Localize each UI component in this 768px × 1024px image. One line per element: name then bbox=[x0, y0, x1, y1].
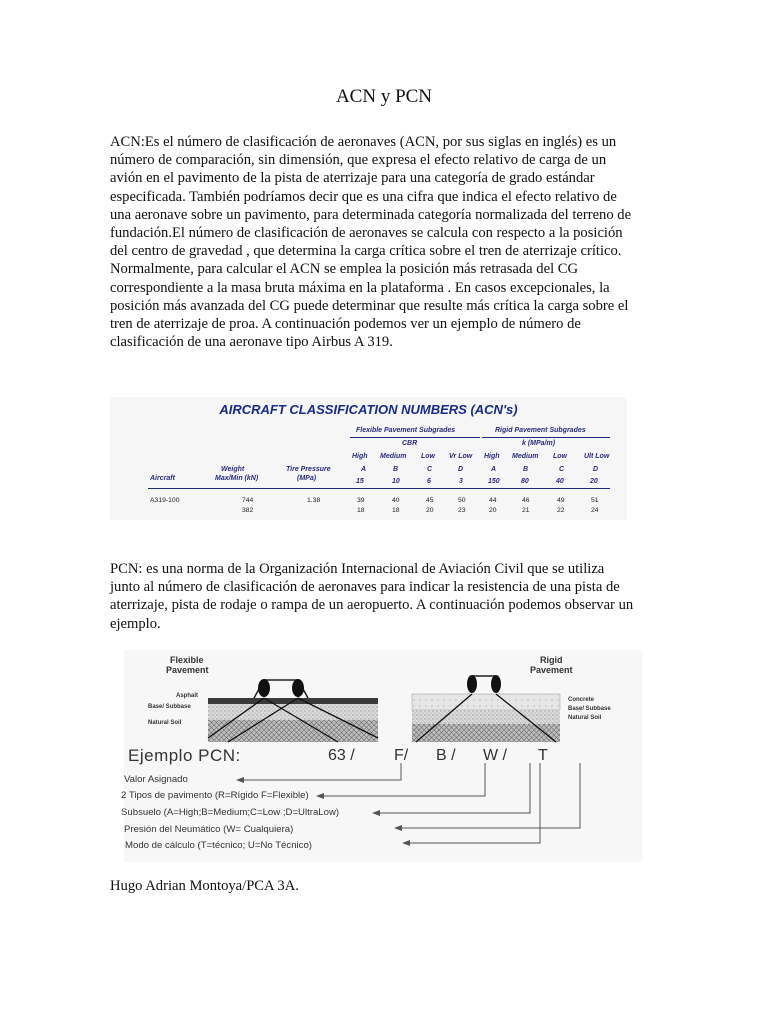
header-rule bbox=[148, 488, 610, 489]
rigid-title-1: Rigid bbox=[540, 655, 563, 665]
flexible-layer-base: Base/ Subbase bbox=[148, 704, 191, 710]
flexible-title-2: Pavement bbox=[166, 665, 209, 675]
sub-col-8-letter: D bbox=[593, 466, 599, 473]
signature: Hugo Adrian Montoya/PCA 3A. bbox=[110, 878, 299, 894]
row1-weight: 744 bbox=[242, 497, 254, 504]
row1-aircraft: A319-100 bbox=[150, 497, 180, 504]
row2-v4: 23 bbox=[458, 507, 466, 514]
rigid-title-2: Pavement bbox=[530, 665, 573, 675]
flexible-header: Flexible Pavement Subgrades bbox=[356, 427, 456, 434]
acn-table-figure bbox=[110, 397, 627, 520]
rigid-layer-base: Base/ Subbase bbox=[568, 706, 611, 712]
legend-subsuelo: Subsuelo (A=High;B=Medium;C=Low ;D=UltraLow) bbox=[121, 807, 340, 818]
sub-col-4-value: 3 bbox=[459, 478, 463, 485]
acn-paragraph: ACN:Es el número de clasificación de aeronaves (ACN, por sus siglas en inglés) es un número de comparación, sin dimensión, que expresa el efecto relativo de carga de un avión en el pavimento de la pista de aterrizaje para una categoría de grado estándar especificada. También podríamos decir que es una cifra que indica el efecto relativo de una aeronave sobre un pavimento, para determinada categoría normalizada del terreno de fundación.El número de clasificación de aeronaves se calcula con respecto a la posición del centro de gravedad , que determina la carga crítica sobre el tren de aterrizaje crítico. Normalmente, para calcular el ACN se emplea la posición más retrasada del CG correspondiente a la masa bruta máxima en la plataforma . En casos excepcionales, la posición más avanzada del CG puede determinar que resulte más crítica la carga sobre el tren de aterrizaje de proa. A continuación podemos ver un ejemplo de número de clasificación de una aeronave tipo Airbus A 319. bbox=[110, 134, 632, 351]
sub-col-8-value: 20 bbox=[590, 478, 598, 485]
pcn-code-subgrade: B / bbox=[436, 747, 456, 764]
flexible-sub: CBR bbox=[402, 440, 418, 447]
pcn-paragraph: PCN: es una norma de la Organización Internacional de Aviación Civil que se utiliza junto al número de clasificación de aeronaves para indicar la resistencia de una pista de aterrizaje, pista de rodaje o rampa de un aeropuerto. A continuación podemos observar un ejemplo. bbox=[110, 561, 634, 632]
legend-modo: Modo de cálculo (T=técnico; U=No Técnico) bbox=[125, 840, 312, 851]
sub-col-3-value: 6 bbox=[427, 478, 431, 485]
sub-col-2-name: Medium bbox=[380, 453, 407, 460]
sub-col-6-letter: B bbox=[523, 466, 529, 473]
row2-v6: 21 bbox=[522, 507, 530, 514]
sub-col-5-letter: A bbox=[491, 466, 497, 473]
row2-weight: 382 bbox=[242, 507, 254, 514]
document-title: ACN y PCN bbox=[335, 86, 433, 107]
row1-v5: 44 bbox=[489, 497, 497, 504]
legend-pavimento: 2 Tipos de pavimento (R=Rígido F=Flexible) bbox=[121, 790, 309, 801]
sub-col-1-value: 15 bbox=[356, 478, 364, 485]
pcn-code-pavement: F/ bbox=[394, 747, 409, 764]
row1-v3: 45 bbox=[426, 497, 434, 504]
row2-v8: 24 bbox=[591, 507, 599, 514]
col-tire-1: Tire Pressure bbox=[286, 466, 331, 473]
sub-col-6-value: 80 bbox=[521, 478, 529, 485]
col-tire-2: (MPa) bbox=[297, 475, 317, 482]
flexible-rule bbox=[350, 437, 480, 438]
flexible-pavement-diagram bbox=[208, 679, 378, 742]
row1-v6: 46 bbox=[522, 497, 530, 504]
legend-presion: Presión del Neumático (W= Cualquiera) bbox=[124, 824, 294, 835]
rigid-pavement-diagram bbox=[412, 675, 560, 742]
row1-v1: 39 bbox=[357, 497, 365, 504]
rigid-header: Rigid Pavement Subgrades bbox=[495, 427, 586, 434]
pcn-figure bbox=[121, 650, 642, 862]
row2-v3: 20 bbox=[426, 507, 434, 514]
sub-col-3-name: Low bbox=[421, 453, 435, 460]
sub-col-5-name: High bbox=[484, 453, 500, 460]
pcn-code-value: 63 / bbox=[328, 747, 355, 764]
row2-v1: 18 bbox=[357, 507, 365, 514]
pcn-code-tire: W / bbox=[483, 747, 507, 764]
acn-table-title: AIRCRAFT CLASSIFICATION NUMBERS (ACN's) bbox=[219, 402, 518, 417]
sub-col-7-value: 40 bbox=[556, 478, 564, 485]
row2-v2: 18 bbox=[392, 507, 400, 514]
row1-v7: 49 bbox=[557, 497, 565, 504]
col-weight-2: Max/Min (kN) bbox=[215, 475, 259, 482]
legend-valor: Valor Asignado bbox=[124, 774, 188, 785]
rigid-sub: k (MPa/m) bbox=[522, 440, 556, 447]
row1-tire: 1.38 bbox=[307, 497, 321, 504]
sub-col-2-letter: B bbox=[393, 466, 399, 473]
sub-col-6-name: Medium bbox=[512, 453, 539, 460]
row2-v5: 20 bbox=[489, 507, 497, 514]
col-aircraft: Aircraft bbox=[150, 475, 175, 482]
rigid-layer-concrete: Concrete bbox=[568, 697, 595, 703]
sub-col-4-letter: D bbox=[458, 466, 464, 473]
sub-col-2-value: 10 bbox=[392, 478, 400, 485]
row1-v8: 51 bbox=[591, 497, 599, 504]
sub-col-3-letter: C bbox=[427, 466, 433, 473]
sub-col-7-name: Low bbox=[553, 453, 567, 460]
row1-v4: 50 bbox=[458, 497, 466, 504]
rigid-layer-soil: Natural Soil bbox=[568, 715, 602, 721]
row1-v2: 40 bbox=[392, 497, 400, 504]
sub-col-1-name: High bbox=[352, 453, 368, 460]
row2-v7: 22 bbox=[557, 507, 565, 514]
pcn-code-method: T bbox=[538, 747, 548, 764]
sub-col-4-name: Vr Low bbox=[449, 453, 473, 460]
sub-col-5-value: 150 bbox=[488, 478, 500, 485]
col-weight-1: Weight bbox=[221, 466, 245, 473]
sub-col-8-name: Ult Low bbox=[584, 453, 610, 460]
rigid-rule bbox=[482, 437, 610, 438]
example-pcn-label: Ejemplo PCN: bbox=[128, 746, 241, 765]
flexible-title-1: Flexible bbox=[170, 655, 204, 665]
flexible-layer-soil: Natural Soil bbox=[148, 720, 182, 726]
sub-col-7-letter: C bbox=[559, 466, 565, 473]
flexible-layer-asphalt: Asphalt bbox=[176, 693, 199, 699]
sub-col-1-letter: A bbox=[361, 466, 367, 473]
